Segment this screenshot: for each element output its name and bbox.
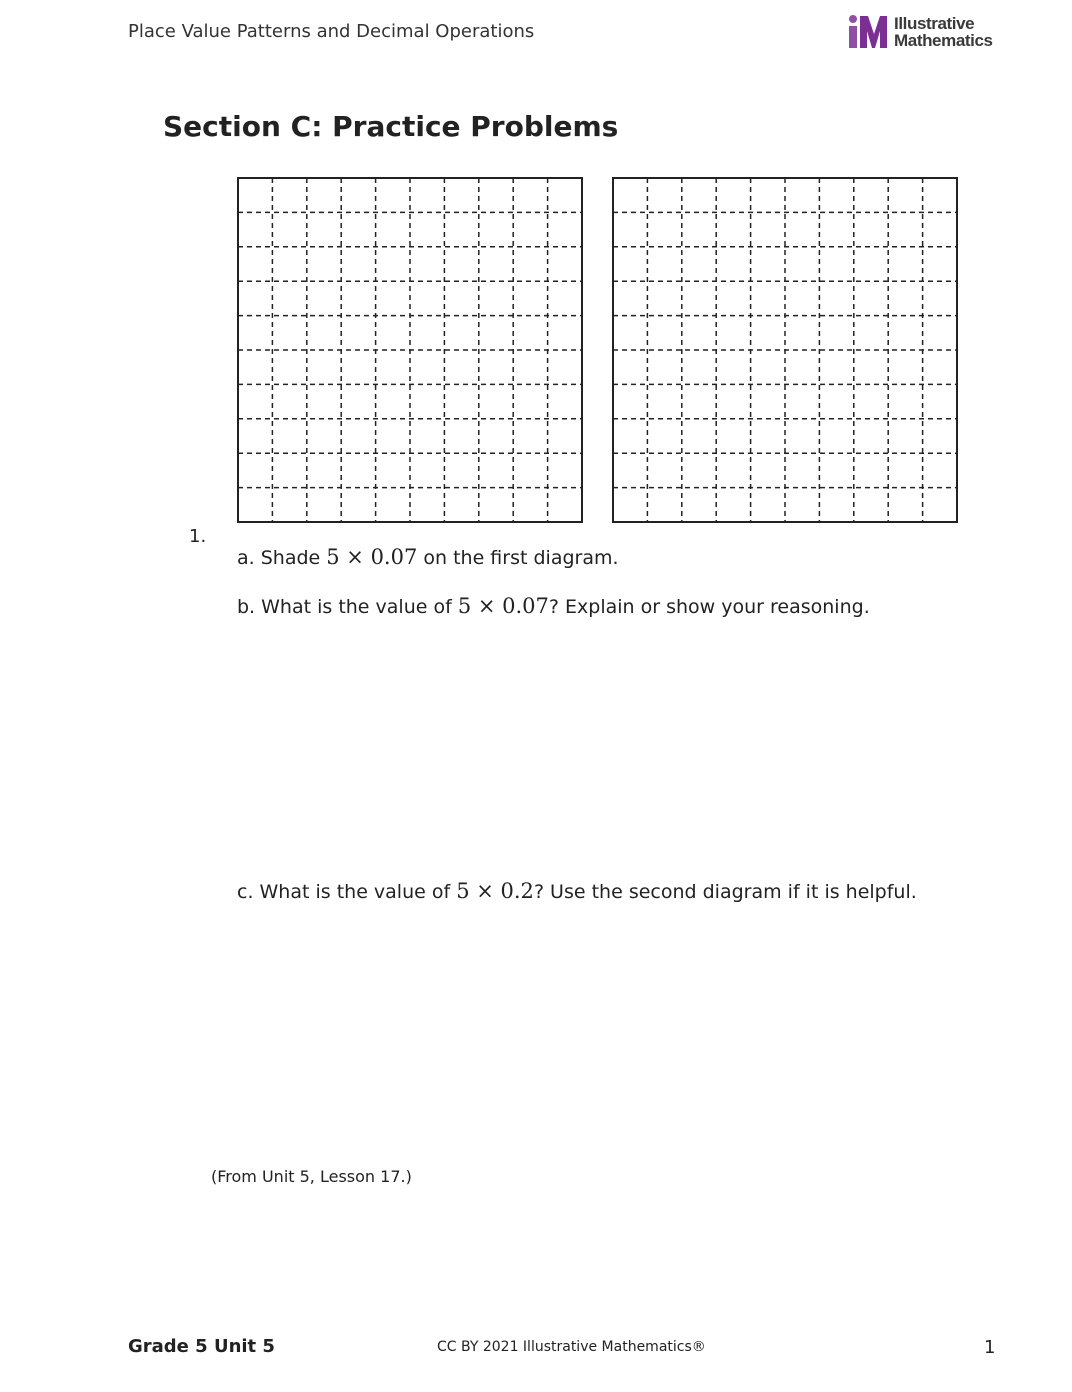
part-a-prefix: a. Shade	[237, 547, 327, 569]
part-b-math: 5 × 0.07	[457, 594, 549, 618]
part-a-suffix: on the first diagram.	[417, 547, 619, 569]
footer-page-number: 1	[984, 1337, 996, 1358]
part-b-suffix: ? Explain or show your reasoning.	[548, 596, 870, 618]
part-a-math: 5 × 0.07	[326, 545, 418, 569]
im-logo-icon	[848, 14, 888, 50]
part-c-suffix: ? Use the second diagram if it is helpful.	[533, 881, 917, 903]
header-unit-title: Place Value Patterns and Decimal Operations	[128, 21, 535, 42]
part-c-math: 5 × 0.2	[456, 879, 534, 903]
section-title: Section C: Practice Problems	[163, 110, 619, 143]
hundredths-grid-2	[612, 177, 958, 523]
problem-number: 1.	[189, 526, 207, 547]
logo-wordmark: Illustrative Mathematics	[894, 14, 993, 50]
problem-source: (From Unit 5, Lesson 17.)	[211, 1167, 412, 1186]
illustrative-mathematics-logo	[848, 14, 998, 54]
part-b-prefix: b. What is the value of	[237, 596, 458, 618]
part-c	[237, 879, 917, 903]
hundredths-grid-1	[237, 177, 583, 523]
footer-grade-unit: Grade 5 Unit 5	[128, 1336, 275, 1357]
part-b	[237, 594, 870, 618]
part-a	[237, 545, 619, 569]
part-c-prefix: c. What is the value of	[237, 881, 457, 903]
footer-license: CC BY 2021 Illustrative Mathematics®	[437, 1339, 706, 1355]
